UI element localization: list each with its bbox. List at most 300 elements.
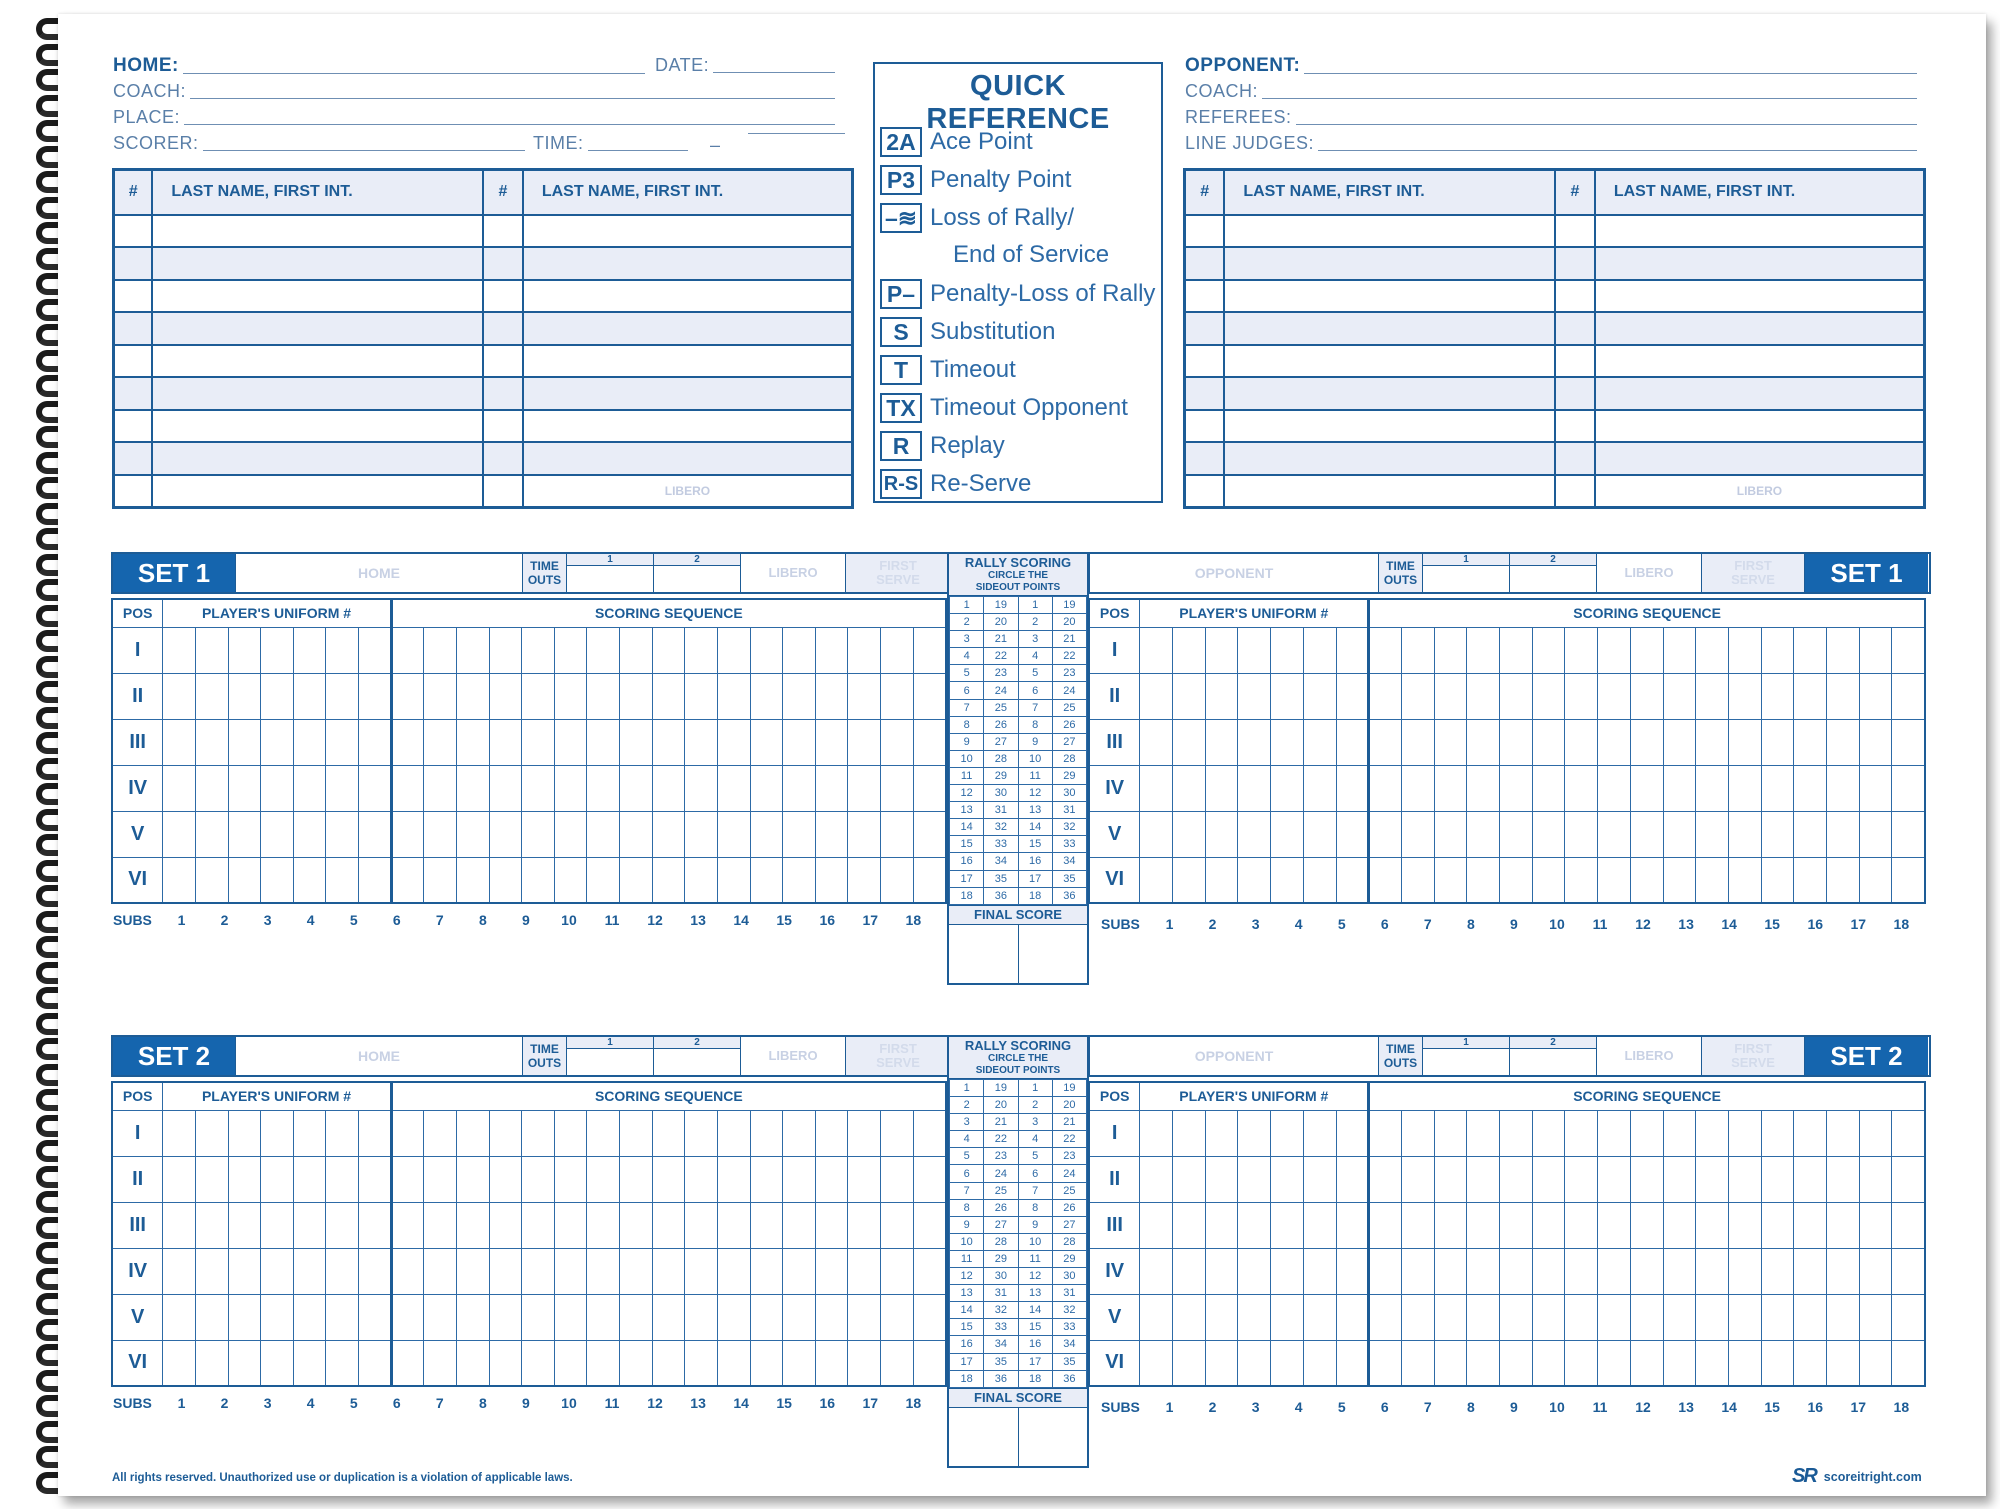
final-score-opponent[interactable] [1019, 925, 1088, 983]
score-cell[interactable] [1892, 1110, 1925, 1156]
rally-point-cell[interactable]: 1 [950, 1080, 984, 1097]
uniform-cell[interactable] [359, 673, 392, 719]
score-cell[interactable] [1892, 1156, 1925, 1202]
score-cell[interactable] [717, 1202, 750, 1248]
score-cell[interactable] [1467, 811, 1500, 857]
uniform-cell[interactable] [326, 627, 359, 673]
rally-point-cell[interactable]: 27 [1052, 733, 1086, 750]
rally-point-cell[interactable]: 33 [1052, 836, 1086, 853]
score-cell[interactable] [717, 1248, 750, 1294]
score-cell[interactable] [587, 1156, 620, 1202]
score-cell[interactable] [1532, 1156, 1565, 1202]
uniform-cell[interactable] [1173, 811, 1206, 857]
score-cell[interactable] [1663, 811, 1696, 857]
uniform-cell[interactable] [261, 1156, 294, 1202]
score-cell[interactable] [652, 811, 685, 857]
score-cell[interactable] [1859, 1294, 1892, 1340]
rally-point-cell[interactable]: 22 [984, 648, 1018, 665]
score-cell[interactable] [1598, 1294, 1631, 1340]
score-cell[interactable] [1630, 857, 1663, 903]
rally-point-cell[interactable]: 7 [1018, 1182, 1052, 1199]
score-cell[interactable] [1794, 719, 1827, 765]
rally-point-cell[interactable]: 18 [950, 1370, 984, 1387]
score-cell[interactable] [783, 857, 816, 903]
uniform-cell[interactable] [195, 1202, 228, 1248]
uniform-cell[interactable] [228, 811, 261, 857]
rally-point-cell[interactable]: 11 [1018, 1250, 1052, 1267]
player-number-cell[interactable] [1185, 215, 1225, 248]
player-name-cell[interactable] [1595, 247, 1925, 280]
score-cell[interactable] [913, 1248, 946, 1294]
score-cell[interactable] [1434, 1340, 1467, 1386]
score-cell[interactable] [1532, 811, 1565, 857]
score-cell[interactable] [1827, 1156, 1860, 1202]
score-cell[interactable] [1892, 627, 1925, 673]
uniform-cell[interactable] [163, 673, 196, 719]
rally-point-cell[interactable]: 25 [984, 699, 1018, 716]
score-cell[interactable] [1532, 1340, 1565, 1386]
rally-point-cell[interactable]: 14 [1018, 1302, 1052, 1319]
uniform-cell[interactable] [228, 1294, 261, 1340]
score-cell[interactable] [783, 1294, 816, 1340]
score-cell[interactable] [750, 627, 783, 673]
score-cell[interactable] [1827, 1340, 1860, 1386]
uniform-cell[interactable] [1303, 719, 1336, 765]
rally-point-cell[interactable]: 30 [1052, 1268, 1086, 1285]
rally-point-cell[interactable]: 14 [1018, 819, 1052, 836]
rally-point-cell[interactable]: 22 [1052, 648, 1086, 665]
final-score-home[interactable] [949, 925, 1019, 983]
score-cell[interactable] [1467, 765, 1500, 811]
rally-point-cell[interactable]: 8 [950, 716, 984, 733]
score-cell[interactable] [1630, 673, 1663, 719]
uniform-cell[interactable] [359, 1248, 392, 1294]
rally-point-cell[interactable]: 22 [1052, 1131, 1086, 1148]
rally-point-cell[interactable]: 2 [950, 614, 984, 631]
rally-point-cell[interactable]: 12 [950, 785, 984, 802]
score-cell[interactable] [1500, 765, 1533, 811]
rally-point-cell[interactable]: 20 [984, 614, 1018, 631]
score-cell[interactable] [652, 1202, 685, 1248]
score-cell[interactable] [881, 857, 914, 903]
uniform-cell[interactable] [359, 719, 392, 765]
score-cell[interactable] [1500, 719, 1533, 765]
score-cell[interactable] [522, 719, 555, 765]
score-cell[interactable] [1859, 857, 1892, 903]
uniform-cell[interactable] [293, 627, 326, 673]
uniform-cell[interactable] [163, 1202, 196, 1248]
score-cell[interactable] [1794, 673, 1827, 719]
score-cell[interactable] [1696, 1248, 1729, 1294]
player-name-cell[interactable] [152, 215, 483, 248]
score-cell[interactable] [1434, 1156, 1467, 1202]
rally-point-cell[interactable]: 10 [950, 1233, 984, 1250]
score-cell[interactable] [1761, 627, 1794, 673]
score-cell[interactable] [1598, 1340, 1631, 1386]
uniform-cell[interactable] [1205, 1156, 1238, 1202]
rally-point-cell[interactable]: 16 [1018, 853, 1052, 870]
rally-point-cell[interactable]: 20 [1052, 614, 1086, 631]
timeout-1-box[interactable] [1423, 1037, 1510, 1075]
score-cell[interactable] [1827, 719, 1860, 765]
uniform-cell[interactable] [1140, 1294, 1173, 1340]
score-cell[interactable] [1500, 1156, 1533, 1202]
score-cell[interactable] [587, 627, 620, 673]
score-cell[interactable] [1467, 627, 1500, 673]
uniform-cell[interactable] [1336, 1340, 1369, 1386]
rally-point-cell[interactable]: 8 [1018, 1199, 1052, 1216]
score-cell[interactable] [391, 1110, 424, 1156]
player-name-cell[interactable] [1224, 247, 1555, 280]
score-cell[interactable] [554, 857, 587, 903]
player-number-cell[interactable] [114, 475, 153, 508]
score-cell[interactable] [522, 811, 555, 857]
rally-point-cell[interactable]: 26 [1052, 716, 1086, 733]
score-cell[interactable] [652, 765, 685, 811]
player-name-cell[interactable] [1595, 312, 1925, 345]
rally-point-cell[interactable]: 13 [950, 802, 984, 819]
rally-point-cell[interactable]: 32 [1052, 1302, 1086, 1319]
score-cell[interactable] [1630, 1294, 1663, 1340]
uniform-cell[interactable] [195, 857, 228, 903]
score-cell[interactable] [1467, 1202, 1500, 1248]
uniform-cell[interactable] [1303, 673, 1336, 719]
uniform-cell[interactable] [1205, 1248, 1238, 1294]
score-cell[interactable] [424, 811, 457, 857]
score-cell[interactable] [522, 1248, 555, 1294]
player-number-cell[interactable] [1555, 377, 1595, 410]
referees-field[interactable] [1185, 107, 1917, 128]
uniform-cell[interactable] [359, 627, 392, 673]
home-coach-field[interactable] [113, 81, 835, 102]
score-cell[interactable] [1630, 1202, 1663, 1248]
uniform-cell[interactable] [261, 1110, 294, 1156]
uniform-cell[interactable] [1303, 765, 1336, 811]
rally-point-cell[interactable]: 36 [1052, 887, 1086, 904]
player-name-cell[interactable] [1595, 442, 1925, 475]
score-cell[interactable] [1467, 1156, 1500, 1202]
player-name-cell[interactable] [1595, 215, 1925, 248]
uniform-cell[interactable] [1205, 1202, 1238, 1248]
rally-point-cell[interactable]: 12 [1018, 785, 1052, 802]
score-cell[interactable] [881, 1340, 914, 1386]
player-name-cell[interactable] [1224, 312, 1555, 345]
score-cell[interactable] [1401, 1340, 1434, 1386]
uniform-cell[interactable] [195, 765, 228, 811]
player-name-cell[interactable] [523, 215, 853, 248]
score-cell[interactable] [848, 673, 881, 719]
uniform-cell[interactable] [1238, 673, 1271, 719]
score-cell[interactable] [620, 673, 653, 719]
rally-point-cell[interactable]: 27 [984, 733, 1018, 750]
score-cell[interactable] [1630, 811, 1663, 857]
score-cell[interactable] [815, 1294, 848, 1340]
score-cell[interactable] [1859, 1110, 1892, 1156]
score-cell[interactable] [391, 1294, 424, 1340]
score-cell[interactable] [717, 1110, 750, 1156]
rally-point-cell[interactable]: 28 [984, 750, 1018, 767]
uniform-cell[interactable] [1238, 627, 1271, 673]
uniform-cell[interactable] [293, 1248, 326, 1294]
score-cell[interactable] [717, 1156, 750, 1202]
score-cell[interactable] [685, 1340, 718, 1386]
score-cell[interactable] [652, 673, 685, 719]
rally-point-cell[interactable]: 1 [1018, 597, 1052, 614]
score-cell[interactable] [815, 673, 848, 719]
score-cell[interactable] [1794, 1340, 1827, 1386]
rally-point-cell[interactable]: 11 [1018, 767, 1052, 784]
uniform-cell[interactable] [228, 1156, 261, 1202]
score-cell[interactable] [881, 1294, 914, 1340]
rally-point-cell[interactable]: 8 [950, 1199, 984, 1216]
uniform-cell[interactable] [326, 719, 359, 765]
uniform-cell[interactable] [228, 1340, 261, 1386]
rally-point-cell[interactable]: 14 [950, 1302, 984, 1319]
uniform-cell[interactable] [1336, 673, 1369, 719]
score-cell[interactable] [1859, 1202, 1892, 1248]
uniform-cell[interactable] [1140, 719, 1173, 765]
uniform-cell[interactable] [1271, 1202, 1304, 1248]
score-cell[interactable] [750, 1294, 783, 1340]
score-cell[interactable] [489, 719, 522, 765]
rally-point-cell[interactable]: 1 [950, 597, 984, 614]
score-cell[interactable] [783, 1340, 816, 1386]
rally-point-cell[interactable]: 35 [1052, 1353, 1086, 1370]
score-cell[interactable] [848, 811, 881, 857]
score-cell[interactable] [489, 811, 522, 857]
rally-point-cell[interactable]: 35 [984, 870, 1018, 887]
uniform-cell[interactable] [1140, 765, 1173, 811]
score-cell[interactable] [456, 857, 489, 903]
rally-point-cell[interactable]: 10 [950, 750, 984, 767]
score-cell[interactable] [1794, 857, 1827, 903]
player-name-cell[interactable] [523, 442, 853, 475]
score-cell[interactable] [489, 1110, 522, 1156]
score-cell[interactable] [620, 1248, 653, 1294]
score-cell[interactable] [881, 673, 914, 719]
score-cell[interactable] [913, 627, 946, 673]
score-cell[interactable] [1434, 1202, 1467, 1248]
score-cell[interactable] [913, 765, 946, 811]
uniform-cell[interactable] [1303, 627, 1336, 673]
score-cell[interactable] [685, 719, 718, 765]
uniform-cell[interactable] [326, 811, 359, 857]
uniform-cell[interactable] [359, 1294, 392, 1340]
score-cell[interactable] [1467, 857, 1500, 903]
score-cell[interactable] [685, 857, 718, 903]
rally-point-cell[interactable]: 18 [1018, 887, 1052, 904]
uniform-cell[interactable] [1140, 1248, 1173, 1294]
score-cell[interactable] [1369, 673, 1402, 719]
rally-point-cell[interactable]: 9 [950, 733, 984, 750]
uniform-cell[interactable] [293, 1340, 326, 1386]
score-cell[interactable] [1827, 673, 1860, 719]
score-cell[interactable] [1434, 719, 1467, 765]
score-cell[interactable] [1728, 857, 1761, 903]
score-cell[interactable] [685, 1202, 718, 1248]
player-name-cell[interactable] [1224, 280, 1555, 313]
score-cell[interactable] [750, 1340, 783, 1386]
uniform-cell[interactable] [1303, 1248, 1336, 1294]
player-name-cell[interactable] [1224, 410, 1555, 443]
score-cell[interactable] [913, 1202, 946, 1248]
score-cell[interactable] [848, 765, 881, 811]
uniform-cell[interactable] [163, 857, 196, 903]
score-cell[interactable] [1598, 1248, 1631, 1294]
uniform-cell[interactable] [326, 673, 359, 719]
score-cell[interactable] [424, 627, 457, 673]
uniform-cell[interactable] [1271, 1248, 1304, 1294]
uniform-cell[interactable] [1238, 1340, 1271, 1386]
rally-point-cell[interactable]: 34 [1052, 853, 1086, 870]
rally-point-cell[interactable]: 8 [1018, 716, 1052, 733]
rally-point-cell[interactable]: 24 [1052, 682, 1086, 699]
timeout-2-box[interactable] [1510, 554, 1597, 592]
score-cell[interactable] [489, 673, 522, 719]
player-name-cell[interactable] [1595, 410, 1925, 443]
score-cell[interactable] [1859, 765, 1892, 811]
score-cell[interactable] [1598, 627, 1631, 673]
score-cell[interactable] [1892, 673, 1925, 719]
score-cell[interactable] [750, 1248, 783, 1294]
rally-point-cell[interactable]: 21 [1052, 631, 1086, 648]
uniform-cell[interactable] [293, 1202, 326, 1248]
score-cell[interactable] [424, 1110, 457, 1156]
score-cell[interactable] [456, 1248, 489, 1294]
uniform-cell[interactable] [1205, 719, 1238, 765]
player-number-cell[interactable] [114, 247, 153, 280]
score-cell[interactable] [456, 719, 489, 765]
player-number-cell[interactable] [1555, 345, 1595, 378]
uniform-cell[interactable] [163, 1248, 196, 1294]
score-cell[interactable] [685, 627, 718, 673]
uniform-cell[interactable] [1205, 1294, 1238, 1340]
uniform-cell[interactable] [1271, 1340, 1304, 1386]
rally-point-cell[interactable]: 28 [984, 1233, 1018, 1250]
rally-point-cell[interactable]: 9 [950, 1216, 984, 1233]
score-cell[interactable] [1728, 1156, 1761, 1202]
score-cell[interactable] [1892, 719, 1925, 765]
score-cell[interactable] [1728, 627, 1761, 673]
uniform-cell[interactable] [326, 1248, 359, 1294]
score-cell[interactable] [587, 1202, 620, 1248]
uniform-cell[interactable] [261, 1202, 294, 1248]
score-cell[interactable] [489, 1202, 522, 1248]
score-cell[interactable] [1663, 1294, 1696, 1340]
score-cell[interactable] [1369, 1110, 1402, 1156]
score-cell[interactable] [489, 1294, 522, 1340]
rally-point-cell[interactable]: 20 [984, 1097, 1018, 1114]
uniform-cell[interactable] [1271, 1156, 1304, 1202]
rally-point-cell[interactable]: 30 [984, 1268, 1018, 1285]
score-cell[interactable] [522, 1340, 555, 1386]
rally-point-cell[interactable]: 32 [1052, 819, 1086, 836]
score-cell[interactable] [1532, 1110, 1565, 1156]
score-cell[interactable] [1369, 1340, 1402, 1386]
score-cell[interactable] [913, 857, 946, 903]
rally-point-cell[interactable]: 16 [950, 853, 984, 870]
score-cell[interactable] [815, 857, 848, 903]
score-cell[interactable] [587, 719, 620, 765]
score-cell[interactable] [1467, 719, 1500, 765]
score-cell[interactable] [522, 1202, 555, 1248]
uniform-cell[interactable] [326, 1110, 359, 1156]
score-cell[interactable] [1663, 1340, 1696, 1386]
score-cell[interactable] [391, 1202, 424, 1248]
score-cell[interactable] [1401, 857, 1434, 903]
score-cell[interactable] [685, 1248, 718, 1294]
score-cell[interactable] [1467, 673, 1500, 719]
player-name-cell[interactable] [152, 410, 483, 443]
score-cell[interactable] [1827, 765, 1860, 811]
score-cell[interactable] [1663, 627, 1696, 673]
libero-cell[interactable]: LIBERO [523, 475, 853, 508]
score-cell[interactable] [1696, 857, 1729, 903]
uniform-cell[interactable] [359, 1202, 392, 1248]
uniform-cell[interactable] [1173, 1156, 1206, 1202]
player-number-cell[interactable] [1555, 475, 1595, 508]
uniform-cell[interactable] [1140, 627, 1173, 673]
score-cell[interactable] [424, 857, 457, 903]
player-number-cell[interactable] [1555, 410, 1595, 443]
rally-point-cell[interactable]: 2 [1018, 614, 1052, 631]
player-name-cell[interactable] [152, 377, 483, 410]
score-cell[interactable] [685, 811, 718, 857]
rally-point-cell[interactable]: 12 [950, 1268, 984, 1285]
score-cell[interactable] [522, 627, 555, 673]
rally-point-cell[interactable]: 36 [1052, 1370, 1086, 1387]
score-cell[interactable] [783, 811, 816, 857]
uniform-cell[interactable] [261, 857, 294, 903]
first-serve-field[interactable] [1702, 1037, 1805, 1075]
timeout-2-box[interactable] [654, 1037, 741, 1075]
player-name-cell[interactable] [1595, 377, 1925, 410]
score-cell[interactable] [1794, 811, 1827, 857]
score-cell[interactable] [1532, 627, 1565, 673]
score-cell[interactable] [1369, 811, 1402, 857]
score-cell[interactable] [489, 627, 522, 673]
score-cell[interactable] [848, 1294, 881, 1340]
score-cell[interactable] [1794, 1110, 1827, 1156]
score-cell[interactable] [783, 1156, 816, 1202]
score-cell[interactable] [1434, 673, 1467, 719]
score-cell[interactable] [1696, 673, 1729, 719]
uniform-cell[interactable] [1140, 673, 1173, 719]
score-cell[interactable] [717, 811, 750, 857]
score-cell[interactable] [750, 673, 783, 719]
score-cell[interactable] [1565, 811, 1598, 857]
score-cell[interactable] [1532, 719, 1565, 765]
score-cell[interactable] [1794, 1156, 1827, 1202]
score-cell[interactable] [1401, 627, 1434, 673]
uniform-cell[interactable] [163, 765, 196, 811]
score-cell[interactable] [1663, 857, 1696, 903]
score-cell[interactable] [1761, 857, 1794, 903]
player-name-cell[interactable] [523, 345, 853, 378]
rally-point-cell[interactable]: 35 [1052, 870, 1086, 887]
player-number-cell[interactable] [1555, 215, 1595, 248]
libero-cell[interactable]: LIBERO [1595, 475, 1925, 508]
uniform-cell[interactable] [1336, 1248, 1369, 1294]
score-cell[interactable] [456, 1340, 489, 1386]
score-cell[interactable] [1500, 1340, 1533, 1386]
rally-point-cell[interactable]: 26 [984, 716, 1018, 733]
score-cell[interactable] [1761, 719, 1794, 765]
uniform-cell[interactable] [1336, 811, 1369, 857]
rally-point-cell[interactable]: 33 [984, 836, 1018, 853]
score-cell[interactable] [1467, 1340, 1500, 1386]
score-cell[interactable] [620, 1156, 653, 1202]
